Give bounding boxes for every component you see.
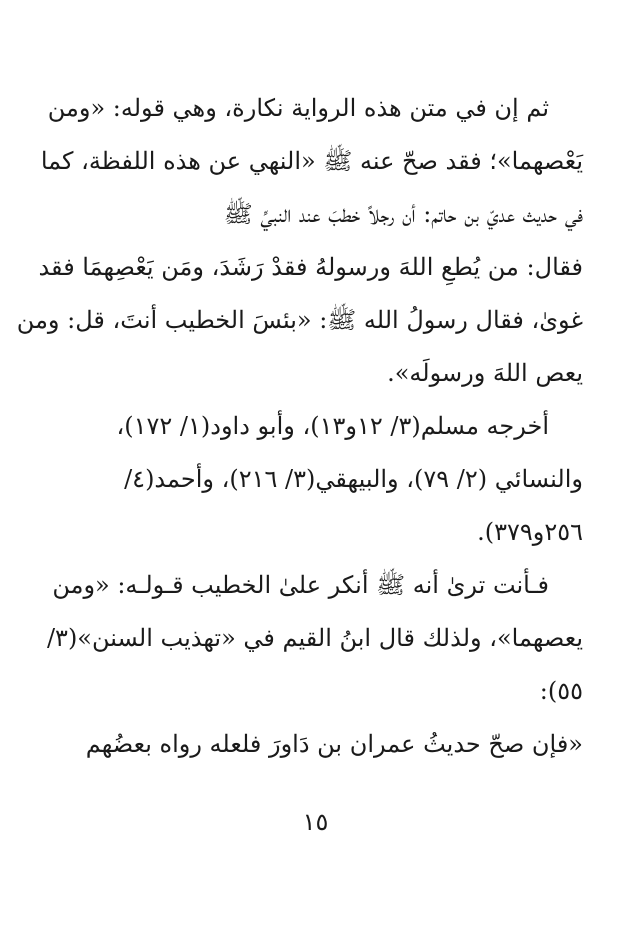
text-line: في حديث عديّ بن حاتم: أن رجلاً خطبَ عند النبيِّ ﷺ (223, 200, 583, 228)
text-line: والنسائي (٢/ ٧٩)، والبيهقي(٣/ ٢١٦)، وأحمد(٤/ (124, 465, 583, 493)
body-text (16, 82, 583, 771)
text-line: يَعْصهما»؛ فقد صحّ عنه ﷺ «النهي عن هذه اللفظة، كما (40, 147, 583, 175)
text-line: ٥٥): (539, 677, 583, 705)
text-line: فـأنت ترىٰ أنه ﷺ أنكر علىٰ الخطيب قـولـه: «ومن (52, 571, 549, 599)
text-line: ٢٥٦و٣٧٩). (477, 518, 583, 546)
text-line: يعص اللهَ ورسولَه». (387, 359, 583, 387)
text-line: ثم إن في متن هذه الرواية نكارة، وهي قوله: «ومن (47, 94, 549, 122)
text-line: غوىٰ، فقال رسولُ الله ﷺ: «بئسَ الخطيب أنتَ، قل: ومن (16, 306, 583, 334)
text-line: أخرجه مسلم(٣/ ١٢و١٣)، وأبو داود(١/ ١٧٢)، (116, 412, 549, 440)
text-line: «فإن صحّ حديثُ عمران بن دَاورَ فلعله رواه بعضُهم (85, 730, 583, 758)
page-number: ١٥ (302, 808, 329, 836)
text-line: فقال: من يُطعِ اللهَ ورسولهُ فقدْ رَشَدَ، ومَن يَعْصِهمَا فقد (38, 253, 583, 281)
text-line: يعصهما»، ولذلك قال ابنُ القيم في «تهذيب السنن»(٣/ (46, 624, 583, 652)
